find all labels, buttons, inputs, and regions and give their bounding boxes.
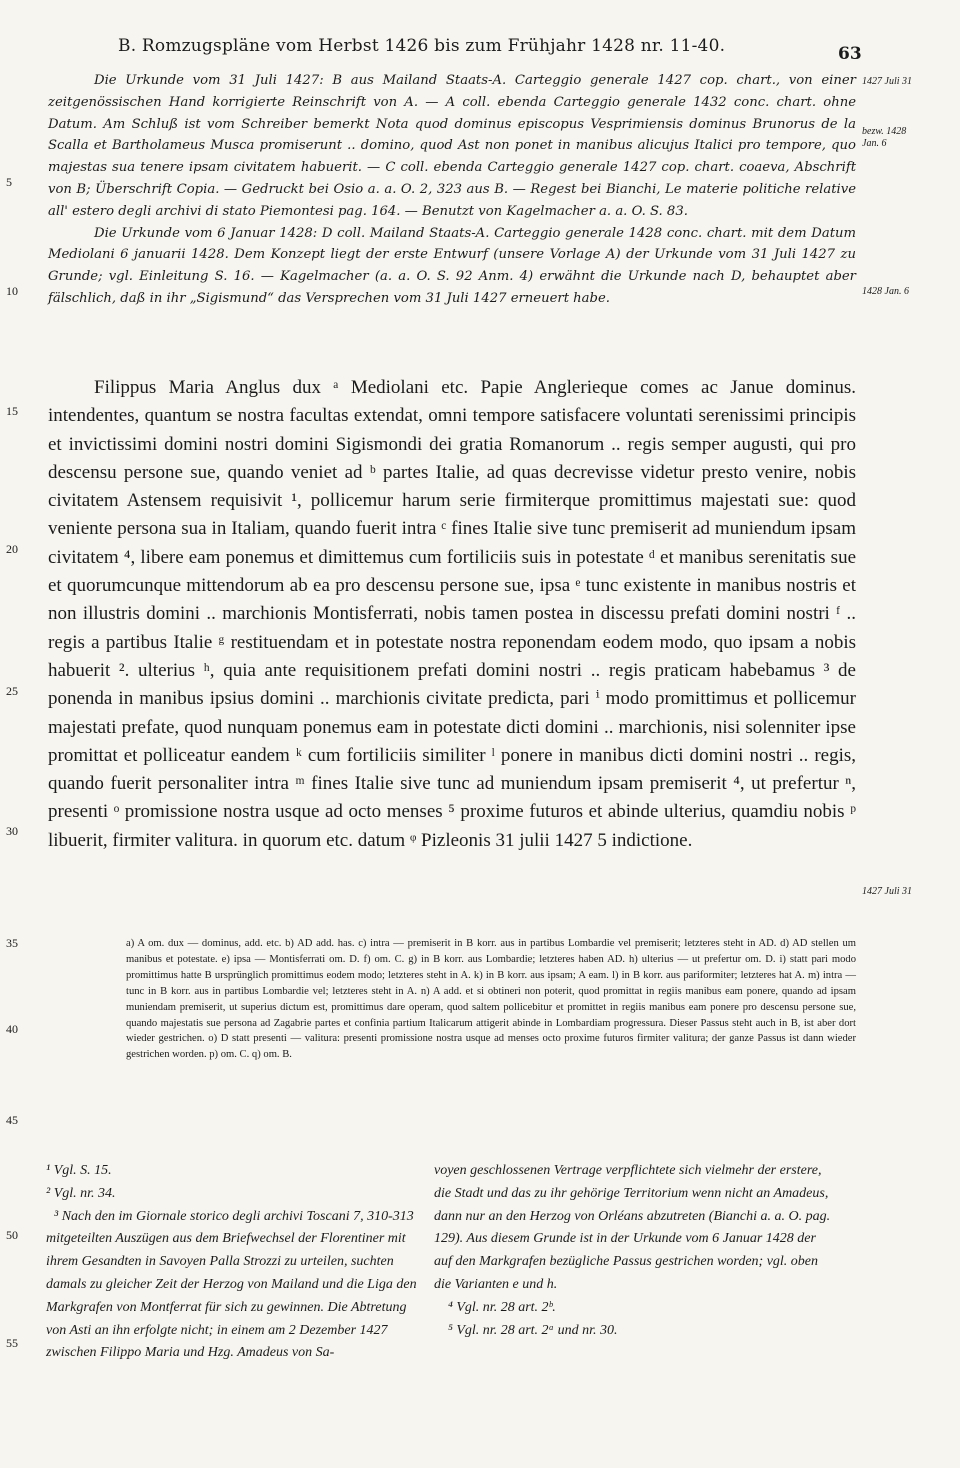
- line-number: 50: [6, 1228, 18, 1242]
- charter-paragraph: Filippus Maria Anglus dux ᵃ Mediolani etc. Papie Anglerieque comes ac Janue dominus. intendentes, quantum se nostra facultas extendat, omni tempore satisfacere voluntati serenissimi principis et invictissimi domini nostri domini Sigismondi dei gratia Romanorum .. regis semper augusti, qui pro descensu persone sue, quando veniet ad ᵇ partes Italie, ad quas decrevisse videtur presto venire, nobis civitatem Astensem requisivit ¹, pollicemur harum serie firmiterque promittimus majestati sue: quod veniente persona sua in Italiam, quando fuerit intra ᶜ fines Italie sive tunc premiserit ad muniendum ipsam civitatem ⁴, libere eam ponemus et dimittemus cum fortiliciis suis in potestate ᵈ et manibus serenitatis sue et quorumcunque mittendorum ab ea pro descensu persone sue, ipsa ᵉ tunc existente in manibus nostris et non illustris domini .. marchionis Montisferrati, nobis tamen postea in discessu prefati domini nostri ᶠ .. regis a partibus Italie ᵍ restituendam et in potestate nostra reponendam eodem modo, quo ipsam a nobis habuerit ². ulterius ʰ, quia ante requisitionem prefati domini nostri .. regis praticam habebamus ³ de ponenda in manibus ipsius domini .. marchionis civitate predicta, pari ⁱ modo promittimus et pollicemur majestati prefate, quod nunquam ponemus eam in potestate dicti domini .. marchionis, nisi solenniter ipse promittat et polliceatur eandem ᵏ cum fortiliciis similiter ˡ ponere in manibus dicti domini nostri .. regis, quando fuerit personaliter intra ᵐ fines Italie sive tunc ad muniendum ipsam premiserit ⁴, ut prefertur ⁿ, presenti ᵒ promissione nostra usque ad octo menses ⁵ proxime futuros et abinde ulterius, quamdiu nobis ᵖ libuerit, firmiter valitura. in quorum etc. datum ᵠ Pizleonis 31 julii 1427 5 indictione.: [48, 377, 856, 851]
- line-number: 25: [6, 684, 18, 698]
- footnote: ⁵ Vgl. nr. 28 art. 2ᵃ und nr. 30.: [448, 1322, 618, 1338]
- line-number: 30: [6, 824, 18, 838]
- footnote: ⁴ Vgl. nr. 28 art. 2ᵇ.: [448, 1299, 556, 1315]
- footnotes-right-column: [434, 1160, 834, 1342]
- page-number: 63: [838, 44, 862, 64]
- charter-text: [48, 374, 856, 855]
- line-number: 40: [6, 1022, 18, 1036]
- line-number: 35: [6, 936, 18, 950]
- line-number: 45: [6, 1113, 18, 1127]
- margin-date: 1427 Juli 31: [862, 76, 912, 87]
- footnote: ³ Nach den im Giornale storico degli archivi Toscani 7, 310-313 mitgeteilten Auszügen aus dem Briefwechsel der Florentiner mit ihrem Gesandten in Savoyen Palla Strozzi zu urteilen, suchten damals zu gleicher Zeit der Herzog von Mailand und die Liga den Markgrafen von Montferrat für sich zu gewinnen. Die Abtretung von Asti an ihn erfolgte nicht; in einem am 2 Dezember 1427 zwischen Filippo Maria und Hzg. Amadeus von Sa-: [46, 1208, 417, 1361]
- footnotes-left-column: [46, 1160, 430, 1365]
- line-number: 10: [6, 284, 18, 298]
- footnote: ² Vgl. nr. 34.: [46, 1185, 116, 1201]
- footnote: ¹ Vgl. S. 15.: [46, 1163, 112, 1178]
- margin-date: 1428 Jan. 6: [862, 286, 909, 297]
- line-number: 5: [6, 175, 12, 189]
- textual-variants: [126, 936, 856, 1063]
- source-paragraph-1: Die Urkunde vom 31 Juli 1427: B aus Mailand Staats-A. Carteggio generale 1427 cop. chart., von einer zeitgenössischen Hand korrigierte Reinschrift von A. — A coll. ebenda Carteggio generale 1432 conc. chart. ohne Datum. Am Schluß ist vom Schreiber bemerkt Nota quod dominus episcopus Vesprimiensis dominus Brunorus de la Scalla et Bartholameus Musca promiserunt .. domino, quod Ast non ponet in manibus alicujus Italici pro tempore, quo majestas sua tenere ipsam civitatem habuerit. — C coll. ebenda Carteggio generale 1427 cop. chart. coaeva, Abschrift von B; Überschrift Copia. — Gedruckt bei Osio a. a. O. 2, 323 aus B. — Regest bei Bianchi, Le materie politiche relative all' estero degli archivi di stato Piemontesi pag. 164. — Benutzt von Kagelmacher a. a. O. S. 83.: [48, 73, 856, 219]
- line-number: 20: [6, 542, 18, 556]
- variants-paragraph: a) A om. dux — dominus, add. etc. b) AD add. has. c) intra — premiserit in B korr. aus in partibus Lombardie vel premiserit; letzteres steht in AD. d) AD stellen um manibus et potestate. e) ipsa — Montisferrati om. D. f) om. C. g) in B korr. aus Lombardie; letzteres haben AD. h) ulterius — ut prefertur om. D. i) statt pari modo promittimus hatte B ursprünglich promittimus eodem modo; letzteres steht in A. k) in B korr. aus ipsam; A eam. l) in B korr. aus pariformiter; letzteres hat A. m) intra — tunc in B korr. aus in partibus Lombardie vel; letzteres steht in A. n) A add. et si obtineri non poterit, quod promittat in regiis manibus eam ponere, quando ad ipsam muniendam premiserit, ut superius dictum est, promittimus dare operam, quod saltem pollicebitur et promittet in regiis manibus eam ponere pro descensu persone sue, quando majestatis sue persona ad Zagabrie partes et confinia partium Italicarum attigerit abinde in Lombardiam progressura. Dieser Passus steht auch in B, ist aber dort wieder gestrichen. o) D statt presenti — valitura: presenti promissione nostra usque ad menses octo proxime futuros firmiter valitura; der ganze Passus ist dann wieder gestrichen worden. p) om. C. q) om. B.: [126, 938, 856, 1061]
- line-number: 55: [6, 1336, 18, 1350]
- margin-date: bezw. 1428 Jan. 6: [862, 126, 907, 149]
- source-paragraph-2: Die Urkunde vom 6 Januar 1428: D coll. Mailand Staats-A. Carteggio generale 1428 conc. chart. mit dem Datum Mediolani 6 januarii 1428. Dem Konzept liegt der erste Entwurf (unsere Vorlage A) der Urkunde vom 31 Juli 1427 zu Grunde; vgl. Einleitung S. 16. — Kagelmacher (a. a. O. S. 92 Anm. 4) erwähnt die Urkunde nach D, behauptet aber fälschlich, daß in ihr „Sigismund“ das Versprechen vom 31 Juli 1427 erneuert habe.: [48, 225, 856, 306]
- margin-date: 1427 Juli 31: [862, 886, 912, 897]
- footnote-continuation: voyen geschlossenen Vertrage verpflichtete sich vielmehr der erstere, die Stadt und das zu ihr gehörige Territorium wenn nicht an Amadeus, dann nur an den Herzog von Orléans abzutreten (Bianchi a. a. O. pag. 129). Aus diesem Grunde ist in der Urkunde vom 6 Januar 1428 der auf den Markgrafen bezügliche Passus gestrichen worden; vgl. oben die Varianten e und h.: [434, 1163, 831, 1292]
- line-number: 15: [6, 404, 18, 418]
- running-header: B. Romzugspläne vom Herbst 1426 bis zum Frühjahr 1428 nr. 11-40.: [118, 36, 726, 56]
- source-description: [48, 70, 856, 310]
